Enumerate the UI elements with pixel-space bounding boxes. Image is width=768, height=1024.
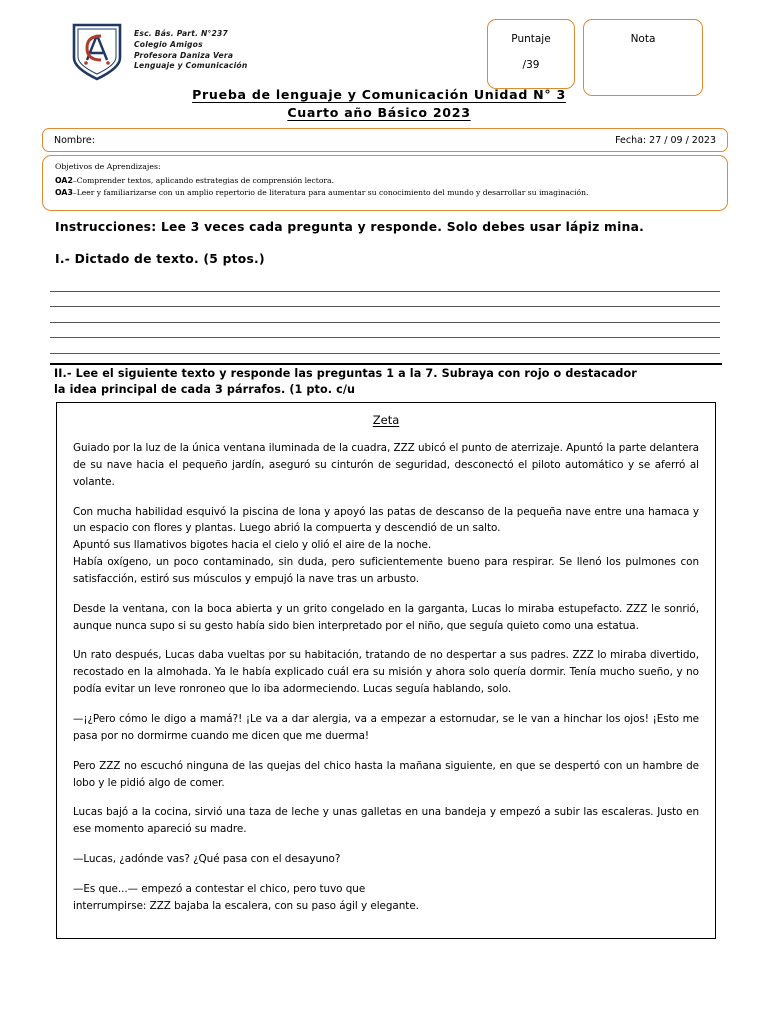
story-paragraph: Lucas bajó a la cocina, sirvió una taza de leche y unas galletas en una bandeja y empezó a subir las escaleras. Justo en ese momento apareció su madre. — [73, 806, 699, 836]
answer-line[interactable] — [50, 276, 720, 292]
date-label: Fecha: 27 / 09 / 2023 — [615, 134, 716, 146]
story-paragraph: Un rato después, Lucas daba vueltas por su habitación, tratando de no despertar a sus padres. ZZZ lo miraba divertido, recostado en la almohada. Ya le había explicado cuál era su misión y ahora solo quería dormir. Tenía mucho sueño, y no podía evitar un leve ronroneo que lo iba adormeciendo. Lucas seguía hablando, solo. — [73, 649, 699, 696]
story-paragraph: Desde la ventana, con la boca abierta y un grito congelado en la garganta, Lucas lo miraba estupefacto. ZZZ le sonrió, aunque nunca supo si su gesto había sido bien interpretado por el niño, que seguía quieto como una estatua. — [73, 602, 699, 632]
nota-label: Nota — [630, 33, 656, 45]
answer-line[interactable] — [50, 307, 720, 323]
puntaje-box[interactable] — [487, 19, 575, 89]
answer-line[interactable] — [50, 323, 720, 339]
exam-subtitle: Cuarto año Básico 2023 — [287, 105, 471, 121]
story-title: Zeta — [372, 413, 400, 427]
page-title — [0, 86, 768, 123]
section-two-line2: la idea principal de cada 3 párrafos. (1 pto. c/u — [54, 382, 356, 396]
puntaje-label: Puntaje — [511, 33, 551, 45]
school-shield-icon — [70, 22, 124, 82]
subject-line: Lenguaje y Comunicación — [134, 61, 248, 71]
objective-text: –Comprender textos, aplicando estrategias de comprensión lectora. — [72, 175, 334, 185]
objective-item — [55, 187, 715, 200]
answer-line[interactable] — [50, 292, 720, 308]
section-two-heading — [54, 366, 722, 398]
section-divider — [50, 363, 722, 365]
name-label: Nombre: — [54, 134, 95, 146]
story-paragraph: Con mucha habilidad esquivó la piscina de lona y apoyó las patas de descanso de la pequeña nave entre una hamaca y un espacio con flores y plantas. Luego abrió la compuerta y descendió de un salto. Apuntó sus llamativos bigotes hacia el cielo y olió el aire de la noche. Había oxígeno, un poco contaminado, sin duda, pero suficientemente bueno para respirar. Se llenó los pulmones con satisfacción, estiró sus músculos y empujó la nave tras un arbusto. — [73, 505, 699, 585]
objective-code: OA3 — [55, 188, 73, 198]
objectives-heading: Objetivos de Aprendizajes: — [55, 162, 161, 171]
reading-text-box — [56, 402, 716, 939]
exam-title: Prueba de lenguaje y Comunicación Unidad N° 3 — [192, 87, 566, 102]
score-boxes — [487, 19, 703, 96]
school-info-text — [134, 22, 247, 72]
story-paragraph: —Lucas, ¿adónde vas? ¿Qué pasa con el desayuno? — [73, 853, 341, 866]
objective-item — [55, 175, 715, 188]
answer-line[interactable] — [50, 338, 720, 354]
nota-value — [584, 45, 702, 59]
nota-box[interactable] — [583, 19, 703, 96]
story-paragraph: Guiado por la luz de la única ventana iluminada de la cuadra, ZZZ ubicó el punto de aterrizaje. Apuntó la parte delantera de su nave hacia el pequeño jardín, aseguró su cinturón de seguridad, desconectó el piloto automático y se aferró al volante. — [73, 442, 699, 488]
school-name-line: Colegio Amigos — [134, 39, 203, 49]
learning-objectives-box — [42, 155, 728, 211]
student-name-bar[interactable] — [42, 128, 728, 152]
objective-code: OA2 — [55, 175, 73, 185]
puntaje-value: /39 — [522, 59, 540, 71]
teacher-name-line: Profesora Daniza Vera — [134, 50, 234, 60]
school-name-line: Esc. Bás. Part. N°237 — [134, 29, 229, 38]
story-paragraph: —Es que...— empezó a contestar el chico, pero tuvo que interrumpirse: ZZZ bajaba la escalera, con su paso ágil y elegante. — [73, 882, 419, 912]
story-paragraph: —¡¿Pero cómo le digo a mamá?! ¡Le va a dar alergia, va a empezar a estornudar, se le van a hinchar los ojos! ¡Esto me pasa por no dormirme cuando me dicen que me duerma! — [73, 712, 699, 742]
dictation-answer-lines[interactable] — [50, 276, 720, 354]
school-identity-block — [70, 22, 247, 82]
section-one-heading: I.- Dictado de texto. (5 ptos.) — [55, 252, 265, 266]
story-paragraph: Pero ZZZ no escuchó ninguna de las quejas del chico hasta la mañana siguiente, en que se despertó con un hambre de lobo y le pidió algo de comer. — [73, 759, 699, 789]
instructions-text: Instrucciones: Lee 3 veces cada pregunta y responde. Solo debes usar lápiz mina. — [55, 220, 645, 234]
section-two-line1: II.- Lee el siguiente texto y responde las preguntas 1 a la 7. Subraya con rojo o destacador — [54, 367, 637, 380]
objective-text: –Leer y familiarizarse con un amplio repertorio de literatura para aumentar su conocimiento del mundo y desarrollar su imaginación. — [72, 188, 589, 198]
